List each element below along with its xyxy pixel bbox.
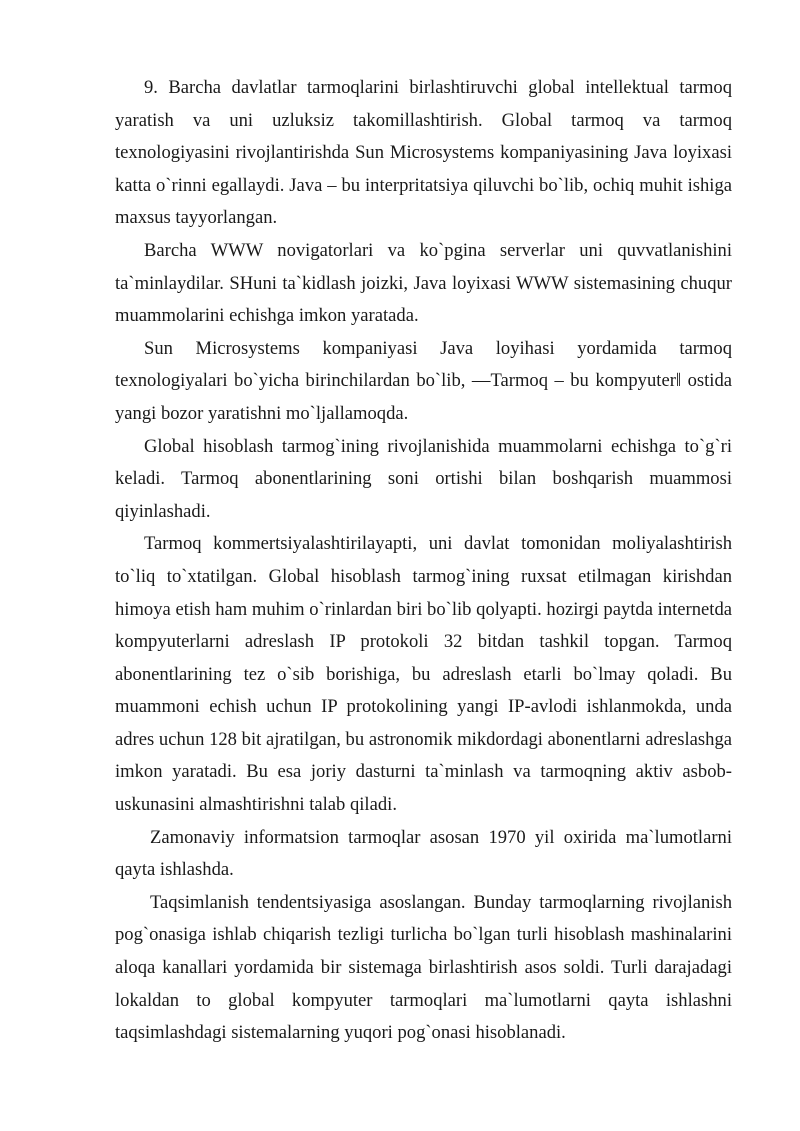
paragraph-www-navigators: Barcha WWW novigatorlari va ko`pgina serverlar uni quvvatlanishini ta`minlaydilar. SHuni ta`kidlash joizki, Java loyixasi WWW sistemasining chuqur muammolarini echishga imkon yaratada. (115, 239, 732, 327)
paragraph-network-growth: Global hisoblash tarmog`ining rivojlanishida muammolarni echishga to`g`ri keladi. Tarmoq abonentlarining soni ortishi bilan boshqarish muammosi qiyinlashadi. (115, 435, 732, 522)
document-page (115, 72, 732, 1050)
paragraph-modern-networks: Zamonaviy informatsion tarmoqlar asosan 1970 yil oxirida ma`lumotlarni qayta ishlashda. (115, 826, 732, 881)
paragraph-distribution: Taqsimlanish tendentsiyasiga asoslangan. Bunday tarmoqlarning rivojlanish pog`onasiga ishlab chiqarish tezligi turlicha bo`lgan turli hisoblash mashinalarini aloqa kanallari yordamida bir sistemaga birlashtirish asos soldi. Turli darajadagi lokaldan to global kompyuter tarmoqlari ma`lumotlarni qayta ishlashni taqsimlashdagi sistemalarning yuqori pog`onasi hisoblanadi. (115, 891, 732, 1044)
paragraph-sun-microsystems: Sun Microsystems kompaniyasi Java loyihasi yordamida tarmoq texnologiyalari bo`yicha birinchilardan bo`lib, ―Tarmoq – bu kompyuter‖ ostida yangi bozor yaratishni mo`ljallamoqda. (115, 337, 732, 424)
paragraph-global-network: 9. Barcha davlatlar tarmoqlarini birlashtiruvchi global intellektual tarmoq yaratish va uni uzluksiz takomillashtirish. Global tarmoq va tarmoq texnologiyasini rivojlantirishda Sun Microsystems kompaniyasining Java loyixasi katta o`rinni egallaydi. Java – bu interpritatsiya qiluvchi bo`lib, ochiq muhit ishiga maxsus tayyorlangan. (115, 77, 732, 229)
paragraph-commercialization: Tarmoq kommertsiyalashtirilayapti, uni davlat tomonidan moliyalashtirish to`liq to`xtatilgan. Global hisoblash tarmog`ining ruxsat etilmagan kirishdan himoya etish ham muhim o`rinlardan biri bo`lib qolyapti. hozirgi paytda internetda kompyuterlarni adreslash IP protokoli 32 bitdan tashkil topgan. Tarmoq abonentlarining tez o`sib borishiga, bu adreslash etarli bo`lmay qoladi. Bu muammoni echish uchun IP protokolining yangi IP-avlodi ishlanmokda, unda adres uchun 128 bit ajratilgan, bu astronomik mikdordagi abonentlarni adreslashga imkon yaratadi. Bu esa joriy dasturni ta`minlash va tarmoqning aktiv asbob-uskunasini almashtirishni talab qiladi. (115, 533, 732, 816)
